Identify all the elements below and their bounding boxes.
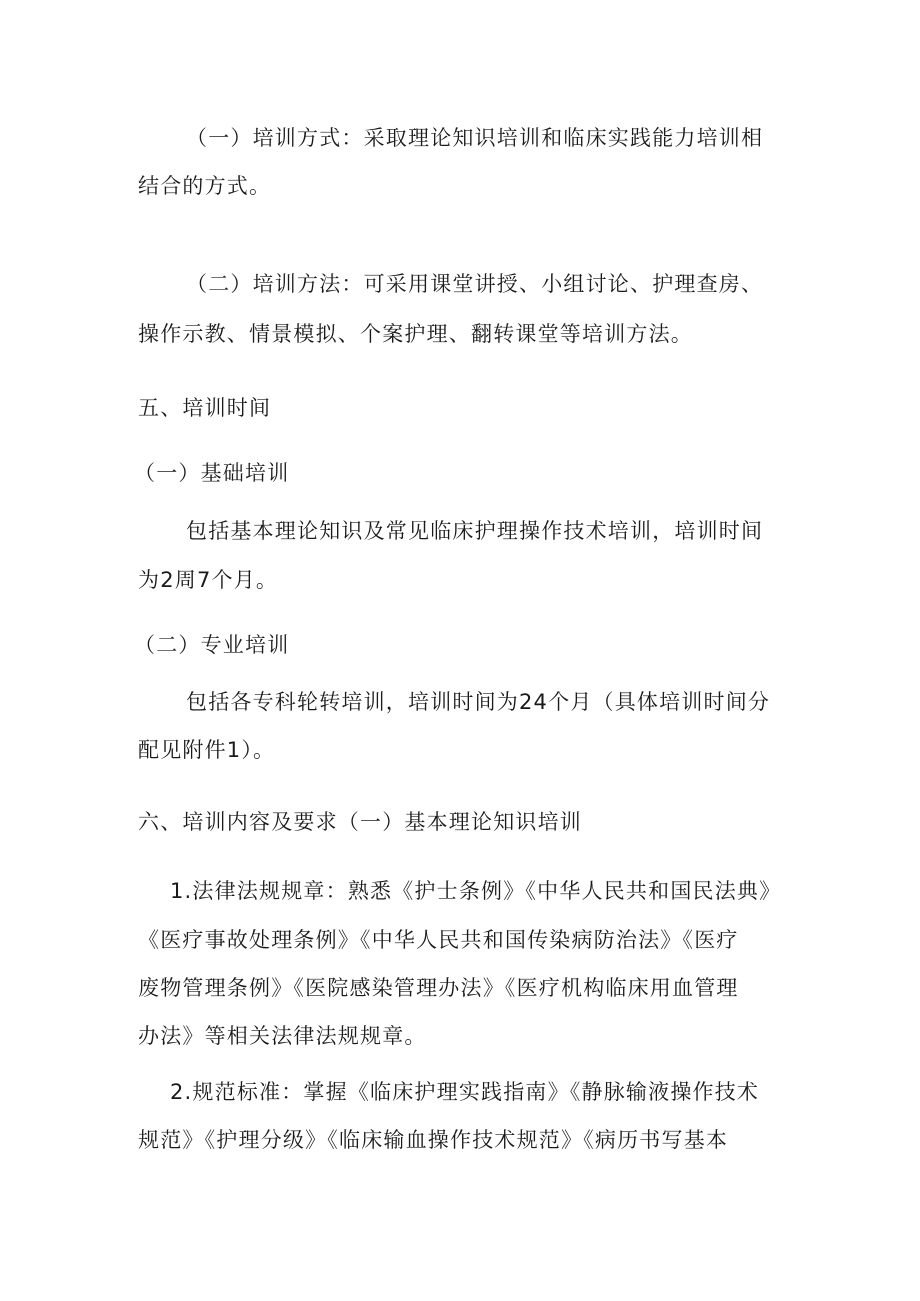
training-mode-line-2: 结合的方式。	[138, 174, 272, 198]
item-1-line-2: 《医疗事故处理条例》《中华人民共和国传染病防治法》《医疗	[138, 928, 739, 952]
item-2-line-2: 规范》《护理分级》《临床输血操作技术规范》《病历书写基本	[138, 1128, 729, 1152]
section-5-heading: 五、培训时间	[138, 396, 272, 420]
specialty-training-line-1: 包括各专科轮转培训，培训时间为24个月（具体培训时间分	[186, 690, 771, 714]
item-1-line-3: 废物管理条例》《医院感染管理办法》《医疗机构临床用血管理	[138, 976, 739, 1000]
basic-training-line-1: 包括基本理论知识及常见临床护理操作技术培训，培训时间	[186, 519, 764, 543]
item-1-line-4: 办法》等相关法律法规规章。	[138, 1024, 427, 1048]
basic-training-subheading: （一）基础培训	[134, 461, 290, 485]
basic-training-line-2: 为2周7个月。	[138, 568, 279, 592]
section-6-heading: 六、培训内容及要求（一）基本理论知识培训	[138, 810, 582, 834]
training-method-line-2: 操作示教、情景模拟、个案护理、翻转课堂等培训方法。	[138, 322, 693, 346]
item-2-line-1: 2.规范标准：掌握《临床护理实践指南》《静脉输液操作技术	[170, 1080, 760, 1104]
item-1-line-1: 1.法律法规规章：熟悉《护士条例》《中华人民共和国民法典》	[170, 879, 782, 903]
specialty-training-subheading: （二）专业培训	[134, 633, 290, 657]
specialty-training-line-2: 配见附件1）。	[138, 738, 276, 762]
training-method-line-1: （二）培训方法：可采用课堂讲授、小组讨论、护理查房、	[186, 272, 764, 296]
training-mode-line-1: （一）培训方式：采取理论知识培训和临床实践能力培训相	[186, 126, 764, 150]
